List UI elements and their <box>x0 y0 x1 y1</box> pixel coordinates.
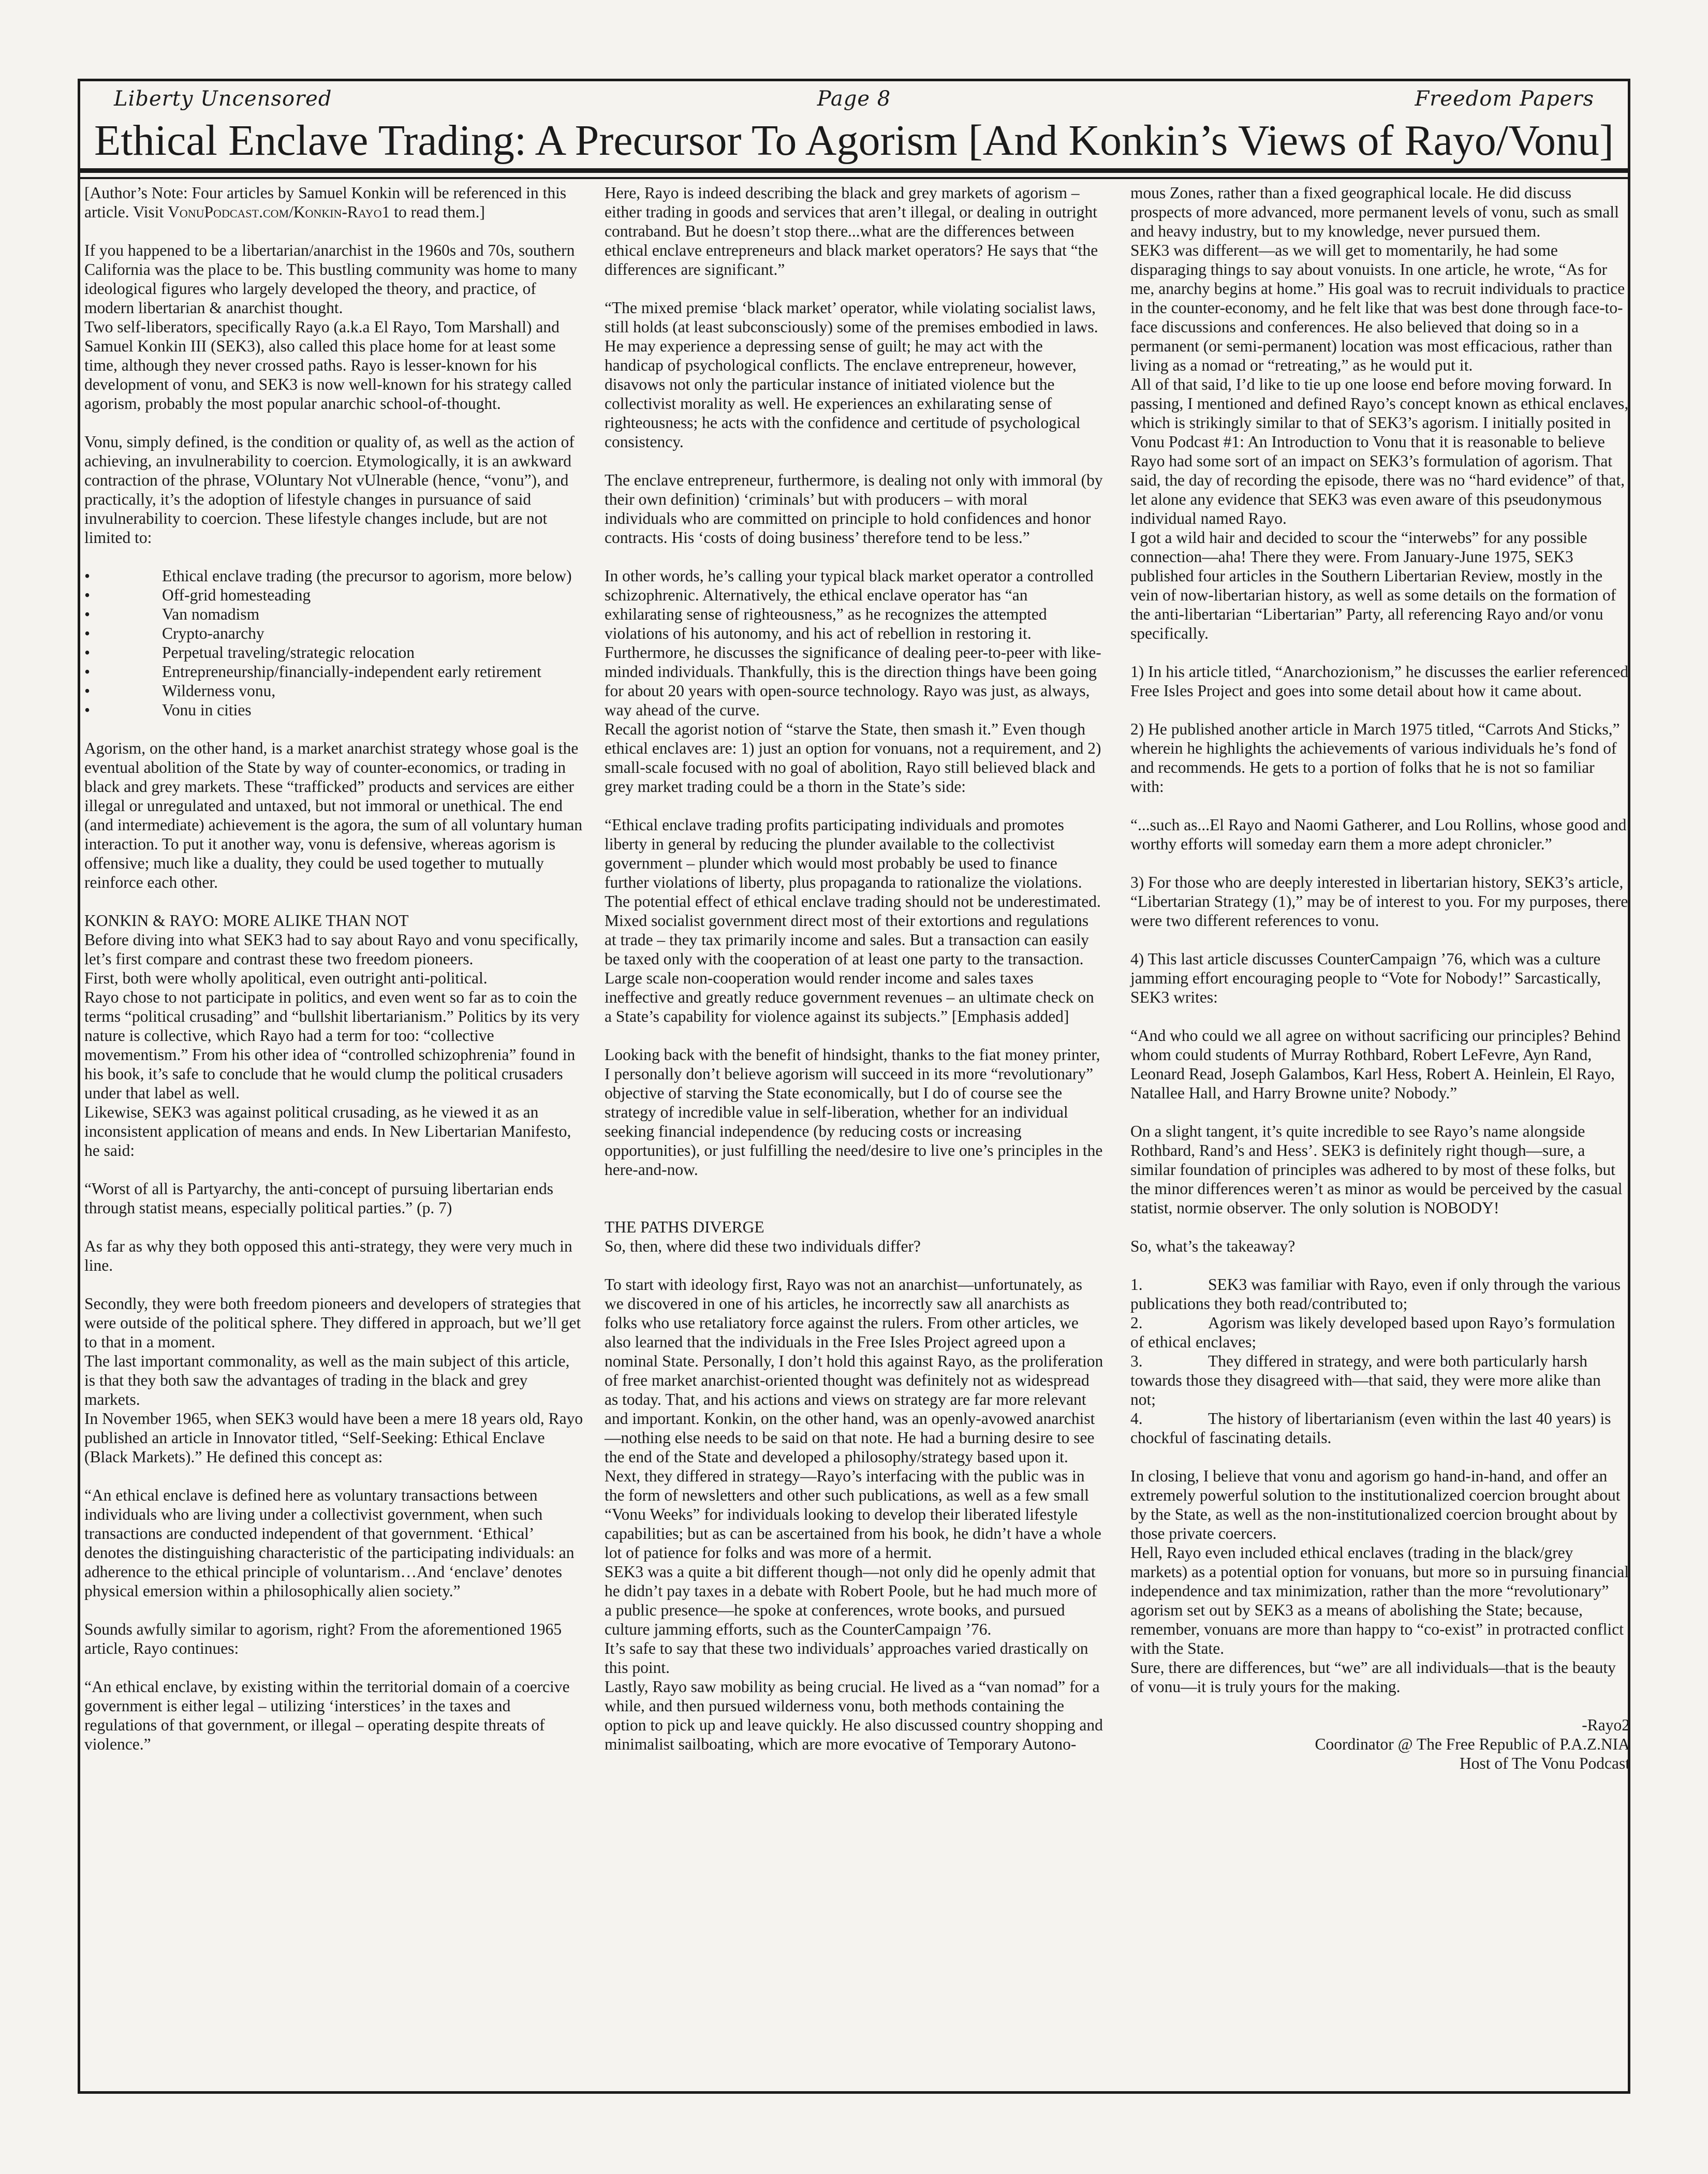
section-heading: KONKIN & RAYO: MORE ALIKE THAN NOT <box>84 912 409 930</box>
paragraph: Sounds awfully similar to agorism, right? From the aforementioned 1965 article, Rayo continues: <box>84 1620 562 1657</box>
paragraph: Likewise, SEK3 was against political crusading, as he viewed it as an inconsistent application of means and ends. In New Libertarian Manifesto, he said: <box>84 1103 571 1159</box>
section-name: Freedom Papers <box>1415 87 1594 111</box>
paragraph: Hell, Rayo even included ethical enclaves (trading in the black/grey markets) as a potential option for vonuans, but more so in pursuing financial independence and tax minimization, rather than the more “revolutionary” agorism set out by SEK3 as a means of abolishing the State; because, remember, vonuans are more than happy to “co-exist” in protracted conflict with the State. <box>1130 1544 1629 1657</box>
list-item: • Ethical enclave trading (the precursor to agorism, more below) <box>84 567 572 585</box>
paragraph: Two self-liberators, specifically Rayo (a.k.a El Rayo, Tom Marshall) and Samuel Konkin III (SEK3), also called this place home for at least some time, although they never crossed paths. Rayo is lesser-known for his development of vonu, and SEK3 is now well-known for his strategy called agorism, probably the most popular anarchic school-of-thought. <box>84 318 572 413</box>
author-note: [Author’s Note: Four articles by Samuel Konkin will be referenced in this article. Visit VonuPodcast.com/Konkin-Rayo1 to read them.] <box>84 184 567 221</box>
paragraph: Secondly, they were both freedom pioneers and developers of strategies that were outside of the political sphere. They differed in approach, but we’ll get to that in a moment. <box>84 1295 581 1351</box>
paragraph: Furthermore, he discusses the significance of dealing peer-to-peer with like-minded individuals. Thankfully, this is the direction things have been going for about 20 years with open-source technology. Rayo was just, as always, way ahead of the curve. <box>605 643 1101 719</box>
column-2 <box>605 183 1104 1754</box>
list-item: • Wilderness vonu, <box>84 682 276 700</box>
quote: “Ethical enclave trading profits participating individuals and promotes liberty in general by reducing the plunder available to the collectivist government – plunder which would most probably be used to finance further violations of liberty, plus propaganda to rationalize the violations. The potential effect of ethical enclave trading should not be underestimated. Mixed socialist government direct most of their extortions and regulations at trade – they tax primarily income and sales. But a transaction can easily be taxed only with the cooperation of at least one party to the transaction. Large scale non-cooperation would render income and sales taxes ineffective and greatly reduce government revenues – an ultimate check on a State’s capability for violence against its subjects.” [Emphasis added] <box>605 816 1101 1025</box>
note-link: VonuPodcast.com/Konkin-Rayo1 <box>168 203 390 221</box>
paragraph: Lastly, Rayo saw mobility as being crucial. He lived as a “van nomad” for a while, and then pursued wilderness vonu, both methods containing the option to pick up and leave quickly. He also discussed country shopping and minimalist sailboating, which are more evocative of Temporary Autono- <box>605 1678 1103 1753</box>
column-3 <box>1130 183 1630 1773</box>
paragraph: I got a wild hair and decided to scour the “interwebs” for any possible connection—aha! There they were. From January-June 1975, SEK3 published four articles in the Southern Libertarian Review, mostly in the vein of now-libertarian history, as well as some details on the formation of the anti-libertarian “Libertarian” Party, all referencing Rayo and/or vonu specifically. <box>1130 528 1616 642</box>
paragraph: As far as why they both opposed this anti-strategy, they were very much in line. <box>84 1237 572 1274</box>
page-number: Page 8 <box>817 87 891 111</box>
paragraph: Rayo chose to not participate in politics, and even went so far as to coin the terms “political crusading” and “bullshit libertarianism.” Politics by its very nature is collective, which Rayo had a term for too: “collective movementism.” From his other idea of “controlled schizophrenia” found in his book, it’s safe to conclude that he would clump the political crusaders under that label as well. <box>84 988 580 1102</box>
paragraph: So, then, where did these two individuals differ? <box>605 1237 921 1255</box>
list-item: • Off-grid homesteading <box>84 586 311 604</box>
publication-name: Liberty Uncensored <box>114 87 332 111</box>
takeaway-list <box>1130 1275 1630 1447</box>
paragraph: SEK3 was different—as we will get to momentarily, he had some disparaging things to say about vonuists. In one article, he wrote, “As for me, anarchy begins at home.” His goal was to recruit individuals to practice in the counter-economy, and he felt like that was best done through face-to-face discussions and conferences. He also believed that doing so in a permanent (or semi-permanent) location was most efficacious, rather than living as a nomad or “retreating,” as he would put it. <box>1130 241 1625 374</box>
list-item: • Perpetual traveling/strategic relocation <box>84 643 415 662</box>
paragraph: 2) He published another article in March 1975 titled, “Carrots And Sticks,” wherein he highlights the achievements of various individuals he’s fond of and recommends. He gets to a portion of folks that he is not so familiar with: <box>1130 720 1620 796</box>
list-item: 2. Agorism was likely developed based upon Rayo’s formulation of ethical enclaves; <box>1130 1314 1615 1351</box>
signature-name: -Rayo2 <box>1582 1716 1630 1734</box>
paragraph: In closing, I believe that vonu and agorism go hand-in-hand, and offer an extremely powerful solution to the institutionalized coercion brought about by the State, as well as the non-institutionalized coercion brought about by those private coercers. <box>1130 1467 1621 1543</box>
quote: “...such as...El Rayo and Naomi Gatherer, and Lou Rollins, whose good and worthy efforts will someday earn them a more adept chronicler.” <box>1130 816 1627 853</box>
signature-title: Coordinator @ The Free Republic of P.A.Z.NIA <box>1315 1735 1630 1753</box>
paragraph: Looking back with the benefit of hindsight, thanks to the fiat money printer, I personally don’t believe agorism will succeed in its more “revolutionary” objective of starving the State economically, but I do of course see the strategy of incredible value in self-liberation, whether for an individual seeking financial independence (by reducing costs or increasing opportunities), or just fulfilling the need/desire to live one’s principles in the here-and-now. <box>605 1046 1103 1179</box>
signature-role: Host of The Vonu Podcast <box>1459 1754 1630 1772</box>
paragraph: To start with ideology first, Rayo was not an anarchist—unfortunately, as we discovered in one of his articles, he incorrectly saw all anarchists as folks who use retaliatory force against the rulers. From other articles, we also learned that the individuals in the Free Isles Project agreed upon a nominal State. Personally, I don’t hold this against Rayo, as the proliferation of free market anarchist-oriented thought was definitely not as widespread as today. That, and his actions and views on strategy are far more relevant and important. Konkin, on the other hand, was an openly-avowed anarchist—nothing else needs to be said on that note. He had a burning desire to see the end of the State and developed a philosophy/strategy based upon it. <box>605 1275 1103 1466</box>
quote: “Worst of all is Partyarchy, the anti-concept of pursuing libertarian ends through statist means, especially political parties.” (p. 7) <box>84 1180 554 1217</box>
list-item: • Crypto-anarchy <box>84 624 264 642</box>
paragraph: The last important commonality, as well as the main subject of this article, is that they both saw the advantages of trading in the black and grey markets. <box>84 1352 570 1408</box>
paragraph: So, what’s the takeaway? <box>1130 1237 1295 1255</box>
paragraph: 3) For those who are deeply interested in libertarian history, SEK3’s article, “Libertarian Strategy (1),” may be of interest to you. For my purposes, there were two different references to vonu. <box>1130 873 1628 930</box>
column-1 <box>84 183 584 1754</box>
quote: “And who could we all agree on without sacrificing our principles? Behind whom could students of Murray Rothbard, Robert LeFevre, Ayn Rand, Leonard Read, Joseph Galambos, Karl Hess, Robert A. Heinlein, El Rayo, Natallee Hall, and Harry Browne unite? Nobody.” <box>1130 1026 1621 1102</box>
quote: The enclave entrepreneur, furthermore, is dealing not only with immoral (by their own definition) ‘criminals’ but with producers – with moral individuals who are committed on principle to hold confidences and honor contracts. His ‘costs of doing business’ therefore tend to be less.” <box>605 471 1103 547</box>
paragraph: In November 1965, when SEK3 would have been a mere 18 years old, Rayo published an article in Innovator titled, “Self-Seeking: Ethical Enclave (Black Markets).” He defined this concept as: <box>84 1409 583 1466</box>
paragraph: Before diving into what SEK3 had to say about Rayo and vonu specifically, let’s first compare and contrast these two freedom pioneers. <box>84 931 579 968</box>
paragraph: First, both were wholly apolitical, even outright anti-political. <box>84 969 488 987</box>
paragraph: Vonu, simply defined, is the condition or quality of, as well as the action of achieving, an invulnerability to coercion. Etymologically, it is an awkward contraction of the phrase, VOluntary Not vUlnerable (hence, “vonu”), and practically, it’s the adoption of lifestyle changes in pursuance of said invulnerability to coercion. These lifestyle changes include, but are not limited to: <box>84 433 575 547</box>
title-rule-thin <box>78 177 1630 179</box>
list-item: • Entrepreneurship/financially-independent early retirement <box>84 663 541 681</box>
lifestyle-list <box>84 566 584 719</box>
paragraph: Here, Rayo is indeed describing the black and grey markets of agorism – either trading in goods and services that aren’t illegal, or dealing in outright contraband. But he doesn’t stop there...what are the differences between ethical enclave entrepreneurs and black market operators? He says that “the differences are significant.” <box>605 184 1098 278</box>
section-heading: THE PATHS DIVERGE <box>605 1218 764 1236</box>
quote: “An ethical enclave, by existing within the territorial domain of a coercive government is either legal – utilizing ‘interstices’ in the taxes and regulations of that government, or illegal – operating despite threats of violence.” <box>84 1678 570 1753</box>
list-item: 4. The history of libertarianism (even within the last 40 years) is chockful of fascinating details. <box>1130 1409 1611 1447</box>
paragraph: If you happened to be a libertarian/anarchist in the 1960s and 70s, southern California was the place to be. This bustling community was home to many ideological figures who largely developed the theory, and practice, of modern libertarian & anarchist thought. <box>84 241 578 317</box>
article-title: Ethical Enclave Trading: A Precursor To Agorism [And Konkin’s Views of Rayo/Vonu] <box>94 116 1614 165</box>
paragraph: mous Zones, rather than a fixed geographical locale. He did discuss prospects of more advanced, more permanent levels of vonu, such as small and heavy industry, but to my knowledge, never pursued them. <box>1130 184 1619 240</box>
list-item: • Van nomadism <box>84 605 260 623</box>
list-item: 3. They differed in strategy, and were both particularly harsh towards those they disagreed with—that said, they were more alike than not; <box>1130 1352 1601 1408</box>
title-rule-thick <box>78 168 1630 173</box>
paragraph: Recall the agorist notion of “starve the State, then smash it.” Even though ethical enclaves are: 1) just an option for vonuans, not a requirement, and 2) small-scale focused with no goal of abolition, Rayo still believed black and grey market trading could be a thorn in the State’s side: <box>605 720 1101 796</box>
paragraph: It’s safe to say that these two individuals’ approaches varied drastically on this point. <box>605 1639 1088 1677</box>
paragraph: Next, they differed in strategy—Rayo’s interfacing with the public was in the form of newsletters and other such publications, as well as a few small “Vonu Weeks” for individuals looking to develop their liberated lifestyle capabilities; but as can be ascertained from his book, he didn’t have a whole lot of patience for folks and was more of a hermit. <box>605 1467 1101 1562</box>
list-item: 1. SEK3 was familiar with Rayo, even if only through the various publications they both read/contributed to; <box>1130 1275 1621 1313</box>
list-item: • Vonu in cities <box>84 701 252 719</box>
quote: “An ethical enclave is defined here as voluntary transactions between individuals who are living under a collectivist government, when such transactions are conducted independent of that government. ‘Ethical’ denotes the distinguishing characteristic of the participating individuals: an adherence to the ethical principle of voluntarism…And ‘enclave’ denotes physical emersion within a philosophically alien society.” <box>84 1486 575 1600</box>
paragraph: 4) This last article discusses CounterCampaign ’76, which was a culture jamming effort encouraging people to “Vote for Nobody!” Sarcastically, SEK3 writes: <box>1130 950 1601 1006</box>
paragraph: On a slight tangent, it’s quite incredible to see Rayo’s name alongside Rothbard, Rand’s and Hess’. SEK3 is definitely right though—sure, a similar foundation of principles was adhered to by most of these folks, but the minor differences weren’t as minor as would be perceived by the casual statist, normie observer. The only solution is NOBODY! <box>1130 1122 1623 1217</box>
paragraph: Sure, there are differences, but “we” are all individuals—that is the beauty of vonu—it is truly yours for the making. <box>1130 1658 1616 1696</box>
paragraph: All of that said, I’d like to tie up one loose end before moving forward. In passing, I mentioned and defined Rayo’s concept known as ethical enclaves, which is strikingly similar to that of SEK3’s agorism. I initially posited in Vonu Podcast #1: An Introduction to Vonu that it is reasonable to believe Rayo had some sort of an impact on SEK3’s formulation of agorism. That said, the day of recording the episode, there was no “hard evidence” of that, let alone any evidence that SEK3 was even aware of this pseudonymous individual named Rayo. <box>1130 375 1629 527</box>
paragraph: SEK3 was a quite a bit different though—not only did he openly admit that he didn’t pay taxes in a debate with Robert Poole, but he had much more of a public presence—he spoke at conferences, wrote books, and pursued culture jamming efforts, such as the CounterCampaign ’76. <box>605 1563 1097 1638</box>
quote: “The mixed premise ‘black market’ operator, while violating socialist laws, still holds (at least subconsciously) some of the premises embodied in laws. He may experience a depressing sense of guilt; he may act with the handicap of psychological conflicts. The enclave entrepreneur, however, disavows not only the particular instance of initiated violence but the collectivist morality as well. He experiences an exhilarating sense of righteousness; he acts with the confidence and certitude of psychological consistency. <box>605 299 1098 451</box>
paragraph: In other words, he’s calling your typical black market operator a controlled schizophrenic. Alternatively, the ethical enclave operator has “an exhilarating sense of righteousness,” as he recognizes the attempted violations of his autonomy, and his act of rebellion in restoring it. <box>605 567 1094 642</box>
paragraph: 1) In his article titled, “Anarchozionism,” he discusses the earlier referenced Free Isles Project and goes into some detail about how it came about. <box>1130 663 1629 700</box>
paragraph: Agorism, on the other hand, is a market anarchist strategy whose goal is the eventual abolition of the State by way of counter-economics, or trading in black and grey markets. These “trafficked” products and services are either illegal or unregulated and untaxed, but not immoral or unethical. The end (and intermediate) achievement is the agora, the sum of all voluntary human interaction. To put it another way, vonu is defensive, whereas agorism is offensive; much like a duality, they could be used together to mutually reinforce each other. <box>84 739 583 891</box>
